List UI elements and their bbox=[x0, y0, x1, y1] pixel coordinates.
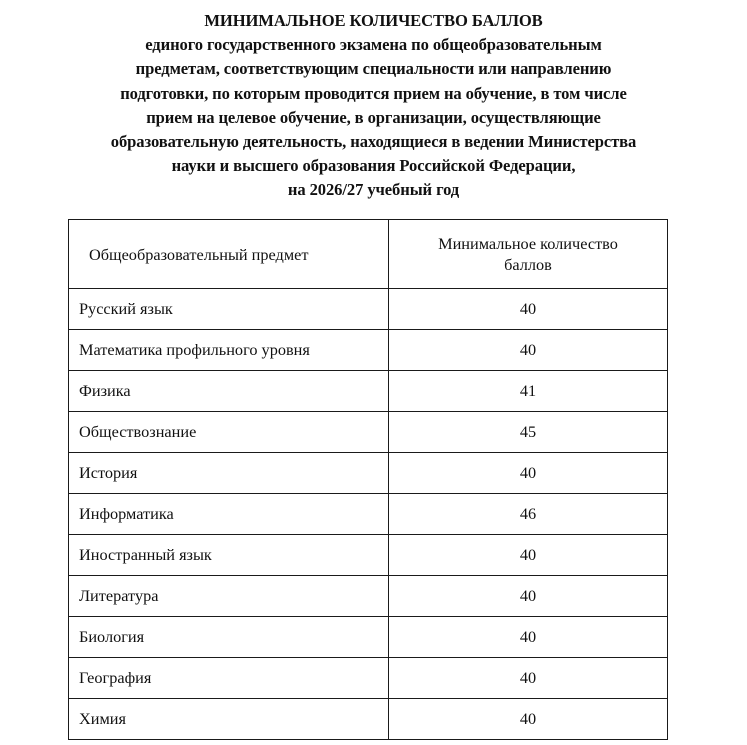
table-row bbox=[69, 330, 668, 371]
table-row bbox=[69, 453, 668, 494]
table-header bbox=[69, 220, 668, 289]
table-body bbox=[69, 289, 668, 740]
cell-score: 40 bbox=[389, 658, 668, 699]
table-row bbox=[69, 576, 668, 617]
cell-subject: География bbox=[69, 658, 389, 699]
cell-subject: Биология bbox=[69, 617, 389, 658]
title-line-6: образовательную деятельность, находящиеся в ведении Министерства bbox=[110, 132, 637, 152]
cell-score: 40 bbox=[389, 289, 668, 330]
table-row bbox=[69, 412, 668, 453]
scores-table-container bbox=[68, 219, 667, 740]
cell-subject: Русский язык bbox=[69, 289, 389, 330]
table-header-row bbox=[69, 220, 668, 289]
cell-score: 40 bbox=[389, 330, 668, 371]
cell-subject: История bbox=[69, 453, 389, 494]
title-line-2: единого государственного экзамена по общеобразовательным bbox=[145, 35, 602, 55]
table-row bbox=[69, 494, 668, 535]
table-row bbox=[69, 371, 668, 412]
cell-subject: Химия bbox=[69, 699, 389, 740]
table-row bbox=[69, 289, 668, 330]
title-line-5: прием на целевое обучение, в организации, осуществляющие bbox=[146, 107, 601, 127]
table-row bbox=[69, 617, 668, 658]
title-line-4: подготовки, по которым проводится прием на обучение, в том числе bbox=[120, 83, 627, 103]
cell-score: 46 bbox=[389, 494, 668, 535]
cell-score: 40 bbox=[389, 576, 668, 617]
title-line-3: предметам, соответствующим специальности или направлению bbox=[135, 59, 612, 79]
title-line-8: на 2026/27 учебный год bbox=[287, 180, 460, 200]
cell-subject: Математика профильного уровня bbox=[69, 330, 389, 371]
cell-score: 45 bbox=[389, 412, 668, 453]
title-line-1: МИНИМАЛЬНОЕ КОЛИЧЕСТВО БАЛЛОВ bbox=[204, 11, 543, 30]
cell-score: 40 bbox=[389, 535, 668, 576]
minimum-scores-table bbox=[68, 219, 668, 740]
cell-subject: Обществознание bbox=[69, 412, 389, 453]
cell-score: 40 bbox=[389, 453, 668, 494]
table-row bbox=[69, 535, 668, 576]
table-row bbox=[69, 699, 668, 740]
column-header-subject: Общеобразовательный предмет bbox=[69, 220, 389, 289]
document-title bbox=[0, 0, 747, 203]
cell-subject: Литература bbox=[69, 576, 389, 617]
cell-subject: Информатика bbox=[69, 494, 389, 535]
cell-score: 41 bbox=[389, 371, 668, 412]
cell-score: 40 bbox=[389, 699, 668, 740]
cell-subject: Физика bbox=[69, 371, 389, 412]
column-header-score: Минимальное количество баллов bbox=[389, 220, 668, 289]
title-line-7: науки и высшего образования Российской Федерации, bbox=[171, 156, 576, 176]
table-row bbox=[69, 658, 668, 699]
cell-subject: Иностранный язык bbox=[69, 535, 389, 576]
cell-score: 40 bbox=[389, 617, 668, 658]
